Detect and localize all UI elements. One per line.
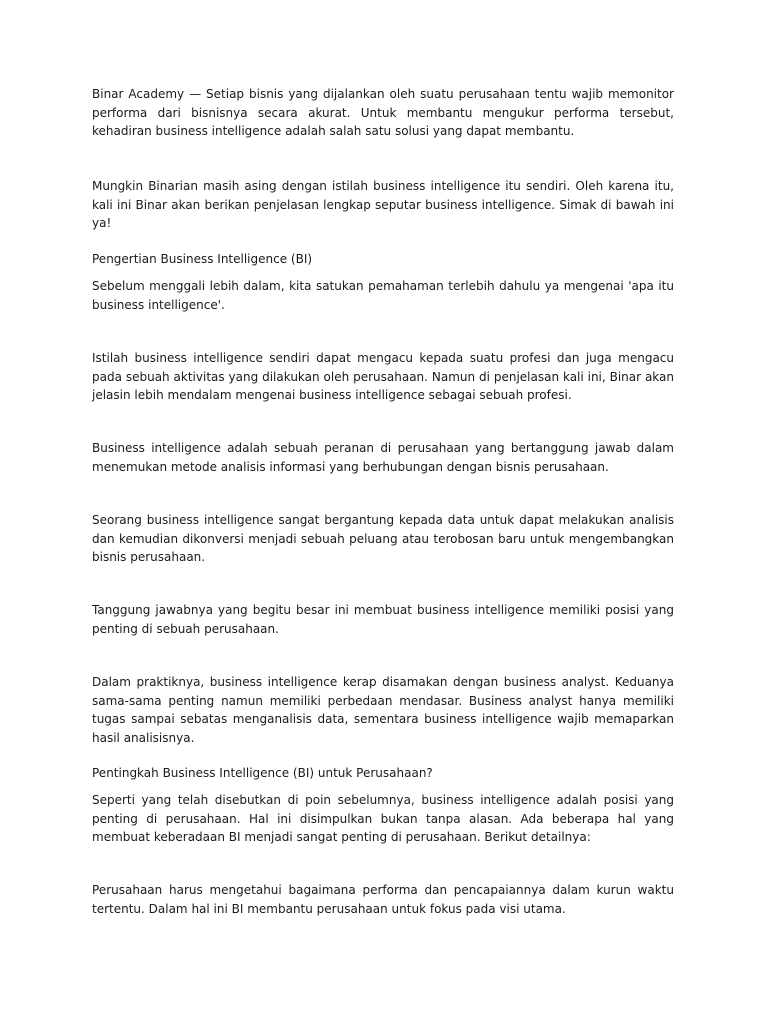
paragraph-pentingkah-1: Seperti yang telah disebutkan di poin sebelumnya, business intelligence adalah posisi yang penting di perusahaan. Hal ini disimpulkan bukan tanpa alasan. Ada beberapa hal yang membuat keberadaan BI menjadi sangat penting di perusahaan. Berikut detailnya: bbox=[92, 793, 674, 844]
paragraph-pengertian-1: Sebelum menggali lebih dalam, kita satukan pemahaman terlebih dahulu ya mengenai 'apa itu business intelligence'. bbox=[92, 279, 674, 312]
section-heading-pentingkah: Pentingkah Business Intelligence (BI) untuk Perusahaan? bbox=[92, 766, 433, 780]
paragraph-pentingkah-2: Perusahaan harus mengetahui bagaimana performa dan pencapaiannya dalam kurun waktu tertentu. Dalam hal ini BI membantu perusahaan untuk fokus pada visi utama. bbox=[92, 883, 674, 916]
intro-paragraph-1: Binar Academy — Setiap bisnis yang dijalankan oleh suatu perusahaan tentu wajib memonitor performa dari bisnisnya secara akurat. Untuk membantu mengukur performa tersebut, kehadiran business intelligence adalah salah satu solusi yang dapat membantu. bbox=[92, 87, 674, 138]
paragraph-pengertian-6: Dalam praktiknya, business intelligence kerap disamakan dengan business analyst. Keduanya sama-sama penting namun memiliki perbedaan mendasar. Business analyst hanya memiliki tugas sampai sebatas menganalisis data, sementara business intelligence wajib memaparkan hasil analisisnya. bbox=[92, 675, 674, 745]
paragraph-pengertian-2: Istilah business intelligence sendiri dapat mengacu kepada suatu profesi dan juga mengacu pada sebuah aktivitas yang dilakukan oleh perusahaan. Namun di penjelasan kali ini, Binar akan jelasin lebih mendalam mengenai business intelligence sebagai sebuah profesi. bbox=[92, 351, 674, 402]
document-page bbox=[92, 0, 674, 1024]
intro-paragraph-2: Mungkin Binarian masih asing dengan istilah business intelligence itu sendiri. Oleh karena itu, kali ini Binar akan berikan penjelasan lengkap seputar business intelligence. Simak di bawah ini ya! bbox=[92, 179, 674, 230]
paragraph-pengertian-3: Business intelligence adalah sebuah peranan di perusahaan yang bertanggung jawab dalam menemukan metode analisis informasi yang berhubungan dengan bisnis perusahaan. bbox=[92, 441, 674, 474]
paragraph-pengertian-4: Seorang business intelligence sangat bergantung kepada data untuk dapat melakukan analisis dan kemudian dikonversi menjadi sebuah peluang atau terobosan baru untuk mengembangkan bisnis perusahaan. bbox=[92, 513, 674, 564]
section-heading-pengertian: Pengertian Business Intelligence (BI) bbox=[92, 252, 313, 266]
paragraph-pengertian-5: Tanggung jawabnya yang begitu besar ini membuat business intelligence memiliki posisi yang penting di sebuah perusahaan. bbox=[92, 603, 674, 636]
